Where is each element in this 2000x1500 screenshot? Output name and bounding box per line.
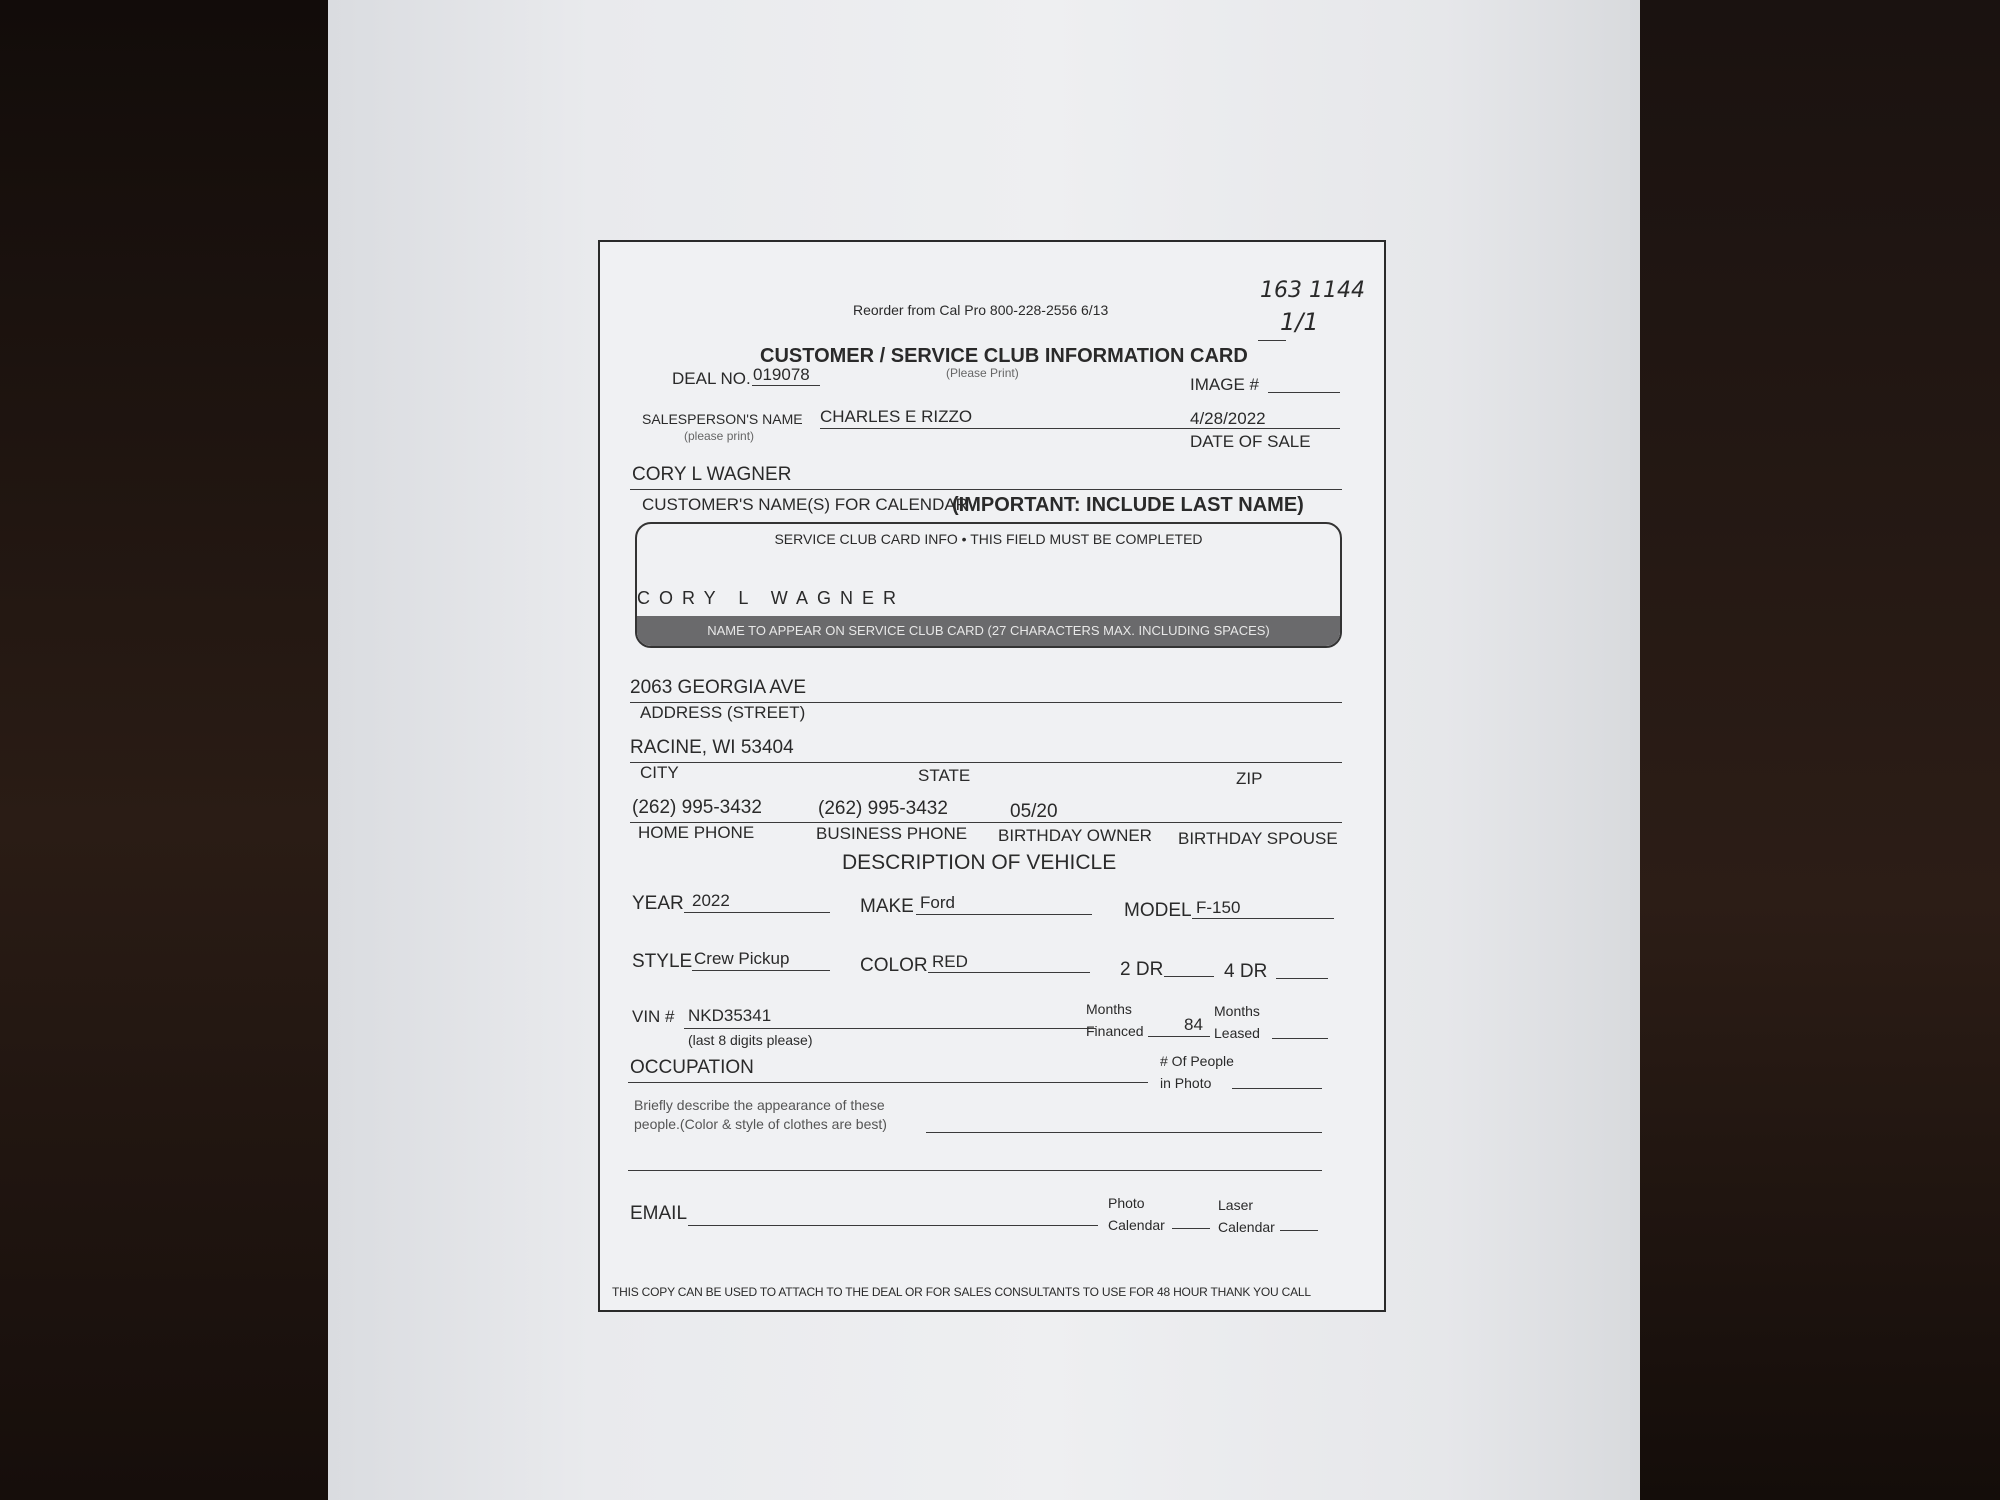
salesperson-note: (please print) [684,429,755,443]
deal-value: 019078 [753,365,810,384]
months-financed-label-1: Months [1086,1001,1132,1017]
city-line [630,762,1342,763]
make-line [916,914,1092,915]
club-header: SERVICE CLUB CARD INFO • THIS FIELD MUST BE COMPLETED [774,531,1203,547]
home-phone-label: HOME PHONE [638,823,755,842]
vehicle-heading: DESCRIPTION OF VEHICLE [842,851,1117,874]
handwritten-underline [1258,340,1286,341]
customer-label: CUSTOMER'S NAME(S) FOR CALENDAR [642,495,968,514]
home-phone-value: (262) 995-3432 [632,797,762,818]
months-financed-label-2: Financed [1086,1023,1144,1039]
deal-line [752,385,820,386]
email-label: EMAIL [630,1203,688,1224]
make-label: MAKE [860,896,914,917]
color-line [928,972,1090,973]
vin-value: NKD35341 [688,1006,772,1025]
describe-line-2: people.(Color & style of clothes are best) [634,1116,887,1132]
birthday-spouse-label: BIRTHDAY SPOUSE [1178,829,1338,848]
email-line [688,1225,1098,1226]
salesperson-value: CHARLES E RIZZO [820,407,973,426]
business-phone-value: (262) 995-3432 [818,798,948,819]
occupation-label: OCCUPATION [630,1057,754,1078]
address-value: 2063 GEORGIA AVE [630,677,807,698]
year-label: YEAR [632,893,684,914]
people-in-photo-line [1232,1088,1322,1089]
model-value: F-150 [1196,898,1241,917]
two-door-line [1164,976,1214,977]
style-line [692,970,830,971]
months-leased-label-2: Leased [1214,1025,1260,1041]
laser-calendar-label-1: Laser [1218,1197,1254,1213]
four-door-line [1276,978,1328,979]
two-door-label: 2 DR [1120,959,1164,980]
card-footer: THIS COPY CAN BE USED TO ATTACH TO THE DEAL OR FOR SALES CONSULTANTS TO USE FOR 48 HOUR THANK YOU CALL [612,1285,1311,1299]
style-label: STYLE [632,951,693,972]
customer-line [630,489,1342,490]
business-phone-label: BUSINESS PHONE [816,824,968,843]
customer-value: CORY L WAGNER [632,464,792,485]
photo-calendar-label-2: Calendar [1108,1217,1165,1233]
months-financed-value: 84 [1184,1015,1203,1034]
year-line [684,912,830,913]
club-footer-band: NAME TO APPEAR ON SERVICE CLUB CARD (27 CHARACTERS MAX. INCLUDING SPACES) [637,616,1340,646]
image-line [1268,392,1340,393]
city-label: CITY [640,763,679,782]
describe-line [926,1132,1322,1133]
laser-calendar-label-2: Calendar [1218,1219,1275,1235]
photo-calendar-label-1: Photo [1108,1195,1145,1211]
four-door-label: 4 DR [1224,961,1268,982]
vin-line [684,1028,1096,1029]
blank-line [628,1170,1322,1171]
city-value: RACINE, WI 53404 [630,737,794,758]
months-leased-line [1272,1038,1328,1039]
handwritten-fraction: 1/1 [1280,308,1319,336]
zip-label: ZIP [1236,769,1263,788]
birthday-owner-value: 05/20 [1010,801,1058,822]
birthday-owner-label: BIRTHDAY OWNER [998,826,1152,845]
card-title: CUSTOMER / SERVICE CLUB INFORMATION CARD [760,345,1248,367]
occupation-line [628,1082,1148,1083]
salesperson-line [820,428,1340,429]
date-label: DATE OF SALE [1190,432,1311,451]
salesperson-label: SALESPERSON'S NAME [642,411,803,427]
service-club-box [635,522,1342,648]
desk-left [0,0,340,1500]
reorder-text: Reorder from Cal Pro 800-228-2556 6/13 [853,302,1109,318]
months-leased-label-1: Months [1214,1003,1260,1019]
vin-label: VIN # [632,1007,675,1026]
date-value: 4/28/2022 [1190,409,1266,428]
service-club-card [598,240,1386,1312]
desk-right [1640,0,2000,1500]
model-label: MODEL [1124,900,1192,921]
months-financed-line [1148,1036,1210,1037]
laser-calendar-line [1280,1230,1318,1231]
model-line [1192,918,1334,919]
color-value: RED [932,952,968,971]
color-label: COLOR [860,955,928,976]
address-label: ADDRESS (STREET) [640,703,806,722]
club-name: CORY L WAGNER [637,588,906,608]
handwritten-number: 163 1144 [1260,278,1365,303]
please-print-note: (Please Print) [946,366,1019,380]
make-value: Ford [920,893,955,912]
describe-line-1: Briefly describe the appearance of these [634,1097,885,1113]
state-label: STATE [918,766,971,785]
year-value: 2022 [692,891,730,910]
deal-label: DEAL NO. [672,369,751,388]
important-note: (IMPORTANT: INCLUDE LAST NAME) [952,494,1304,516]
vin-note: (last 8 digits please) [688,1032,813,1048]
photo-calendar-line [1172,1228,1210,1229]
image-label: IMAGE # [1190,375,1259,394]
people-in-photo-label-1: # Of People [1160,1053,1234,1069]
people-in-photo-label-2: in Photo [1160,1075,1212,1091]
style-value: Crew Pickup [694,949,790,968]
